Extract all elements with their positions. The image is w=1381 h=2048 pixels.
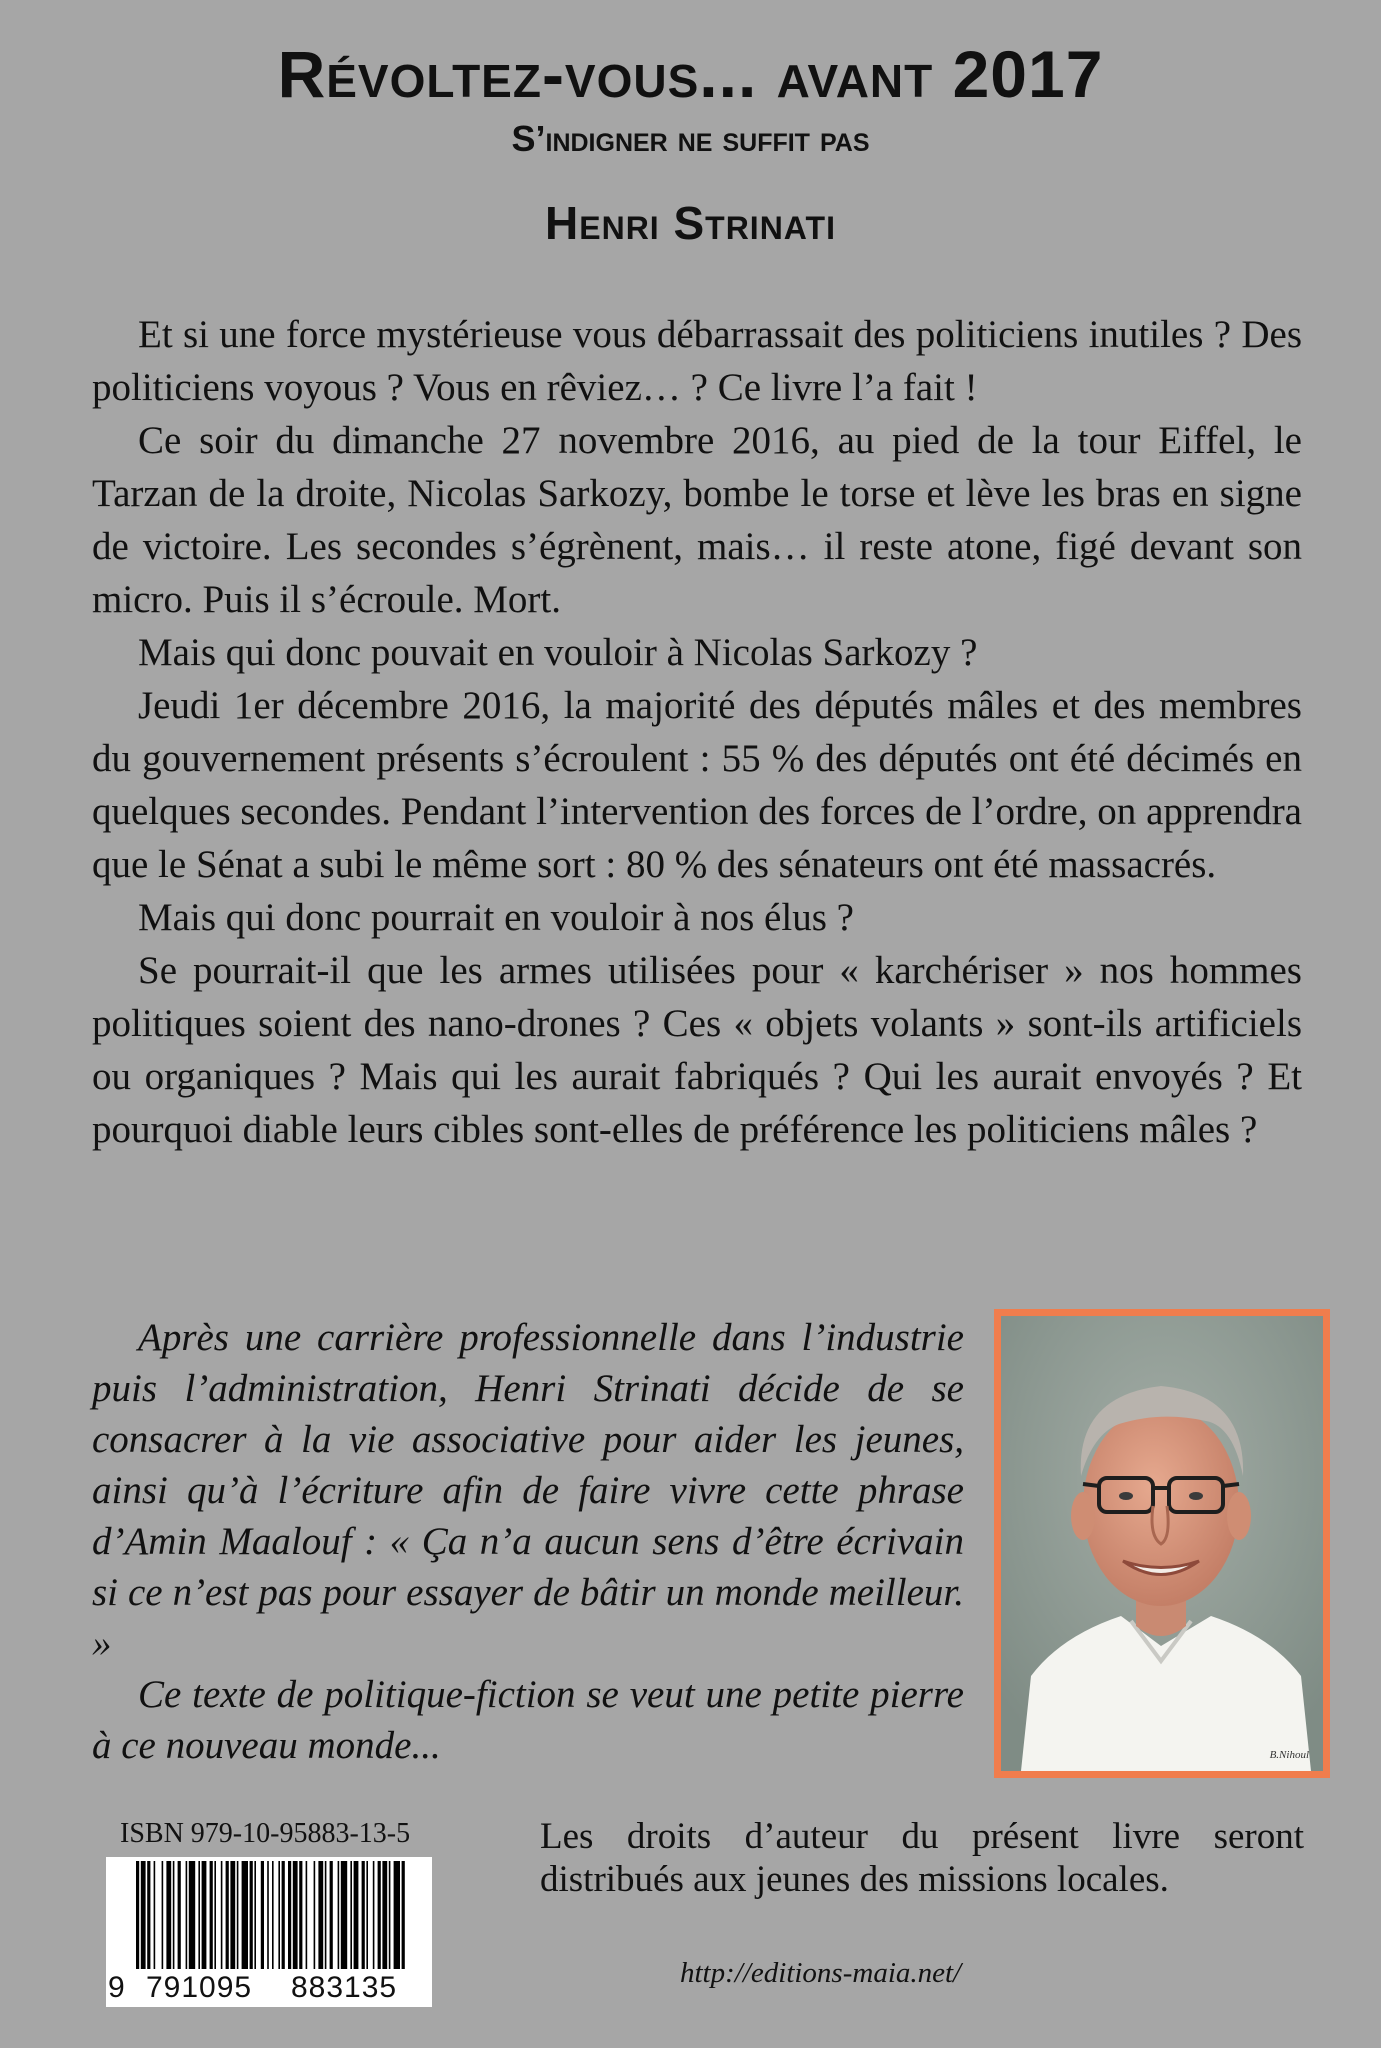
barcode-bar (230, 1861, 235, 1969)
barcode-bar (186, 1861, 188, 1969)
book-subtitle: S’indigner ne suffit pas (511, 118, 870, 159)
isbn-label: ISBN 979-10-95883-13-5 (120, 1818, 411, 1849)
synopsis (92, 308, 1302, 1156)
bio-paragraph: Après une carrière professionnelle dans l’industrie puis l’administration, Henri Strinati décide de se consacrer à la vie associative pour aider les jeunes, ainsi qu’à l’écriture afin de faire vivre cette phrase d’Amin Maalouf : « Ça n’a aucun sens d’être écrivain si ce n’est pas pour essayer de bâtir un monde meilleur. » (92, 1316, 964, 1665)
barcode-bar (189, 1861, 195, 1969)
barcode-bar (278, 1861, 280, 1969)
synopsis-paragraph: Ce soir du dimanche 27 novembre 2016, au pied de la tour Eiffel, le Tarzan de la droite, Nicolas Sarkozy, bombe le torse et lève les bras en signe de victoire. Les secondes s’égrènent, mais… il reste atone, figé devant son micro. Puis il s’écroule. Mort. (92, 419, 1302, 621)
barcode-bar (341, 1861, 347, 1969)
barcode-bar (173, 1861, 175, 1969)
barcode-bar (288, 1861, 291, 1969)
barcode-bar (166, 1861, 171, 1969)
barcode-bar (261, 1861, 264, 1969)
synopsis-paragraph: Mais qui donc pouvait en vouloir à Nicolas Sarkozy ? (138, 631, 978, 674)
barcode-bar (272, 1861, 274, 1969)
barcode-bar (237, 1861, 239, 1969)
barcode-bar (362, 1861, 365, 1969)
barcode-digit-group: 791095 (146, 1971, 253, 2004)
barcode-bar (338, 1861, 340, 1969)
photographer-signature: B.Nihoul (1269, 1749, 1309, 1761)
barcode-bar (299, 1861, 302, 1969)
barcode-bars (106, 1857, 432, 1973)
barcode-bar (354, 1861, 359, 1969)
barcode-bar (389, 1861, 391, 1969)
barcode-bar (293, 1861, 298, 1969)
barcode-bar (330, 1861, 333, 1969)
bio-paragraph: Ce texte de politique-fiction se veut une petite pierre à ce nouveau monde... (92, 1673, 964, 1767)
barcode-bar (221, 1861, 223, 1969)
barcode-bar (136, 1861, 139, 1969)
author-name: Henri Strinati (545, 197, 836, 249)
barcode-digit: 9 (108, 1971, 125, 2004)
book-title: Révoltez-vous... avant 2017 (277, 37, 1104, 111)
barcode-digit-group: 883135 (291, 1971, 398, 2004)
rights-notice: Les droits d’auteur du présent livre seront distribués aux jeunes des missions locales. (540, 1816, 1304, 1900)
barcode-bar (394, 1861, 400, 1969)
barcode-bar (267, 1861, 269, 1969)
barcode-bar (350, 1861, 352, 1969)
author-portrait-image (1001, 1316, 1323, 1771)
barcode-bar (162, 1861, 164, 1969)
synopsis-paragraph: Jeudi 1er décembre 2016, la majorité des députés mâles et des membres du gouvernement présents s’écroulent : 55 % des députés ont été décimés en quelques secondes. Pendant l’intervention des forces de l’ordre, on apprendra que le Sénat a subi le même sort : 80 % des sénateurs ont été massacrés. (92, 684, 1302, 886)
barcode-bar (198, 1861, 200, 1969)
barcode-bar (382, 1861, 387, 1969)
barcode-bar (314, 1861, 316, 1969)
barcode-bar (250, 1861, 253, 1969)
barcode-bar (226, 1861, 229, 1969)
barcode-bar (373, 1861, 375, 1969)
barcode-bar (154, 1861, 156, 1969)
author-photo (994, 1309, 1330, 1778)
barcode-bar (242, 1861, 248, 1969)
synopsis-paragraph: Mais qui donc pourrait en vouloir à nos élus ? (138, 896, 854, 939)
publisher-url: http://editions-maia.net/ (680, 1957, 962, 1989)
synopsis-paragraph: Se pourrait-il que les armes utilisées pour « karchériser » nos hommes politiques soient des nano-drones ? Ces « objets volants » sont-ils artificiels ou organiques ? Mais qui les aurait fabriqués ? Qui les aurait envoyés ? Et pourquoi diable leurs cibles sont-elles de préférence les politiciens mâles ? (92, 949, 1302, 1151)
synopsis-paragraph: Et si une force mystérieuse vous débarrassait des politiciens inutiles ? Des politiciens voyous ? Vous en rêviez… ? Ce livre l’a fait ! (92, 313, 1302, 409)
barcode-bar (210, 1861, 213, 1969)
barcode-bar (318, 1861, 323, 1969)
barcode-bar (254, 1861, 256, 1969)
barcode-bar (378, 1861, 381, 1969)
barcode-bar (141, 1861, 146, 1969)
barcode (106, 1857, 432, 2007)
barcode-bar (306, 1861, 308, 1969)
barcode-bar (202, 1861, 207, 1969)
barcode-bar (366, 1861, 368, 1969)
barcode-bar (214, 1861, 216, 1969)
barcode-bar (325, 1861, 327, 1969)
barcode-bar (147, 1861, 150, 1969)
barcode-bar (402, 1861, 405, 1969)
barcode-bar (282, 1861, 285, 1969)
barcode-bar (178, 1861, 181, 1969)
author-bio (92, 1312, 964, 1771)
